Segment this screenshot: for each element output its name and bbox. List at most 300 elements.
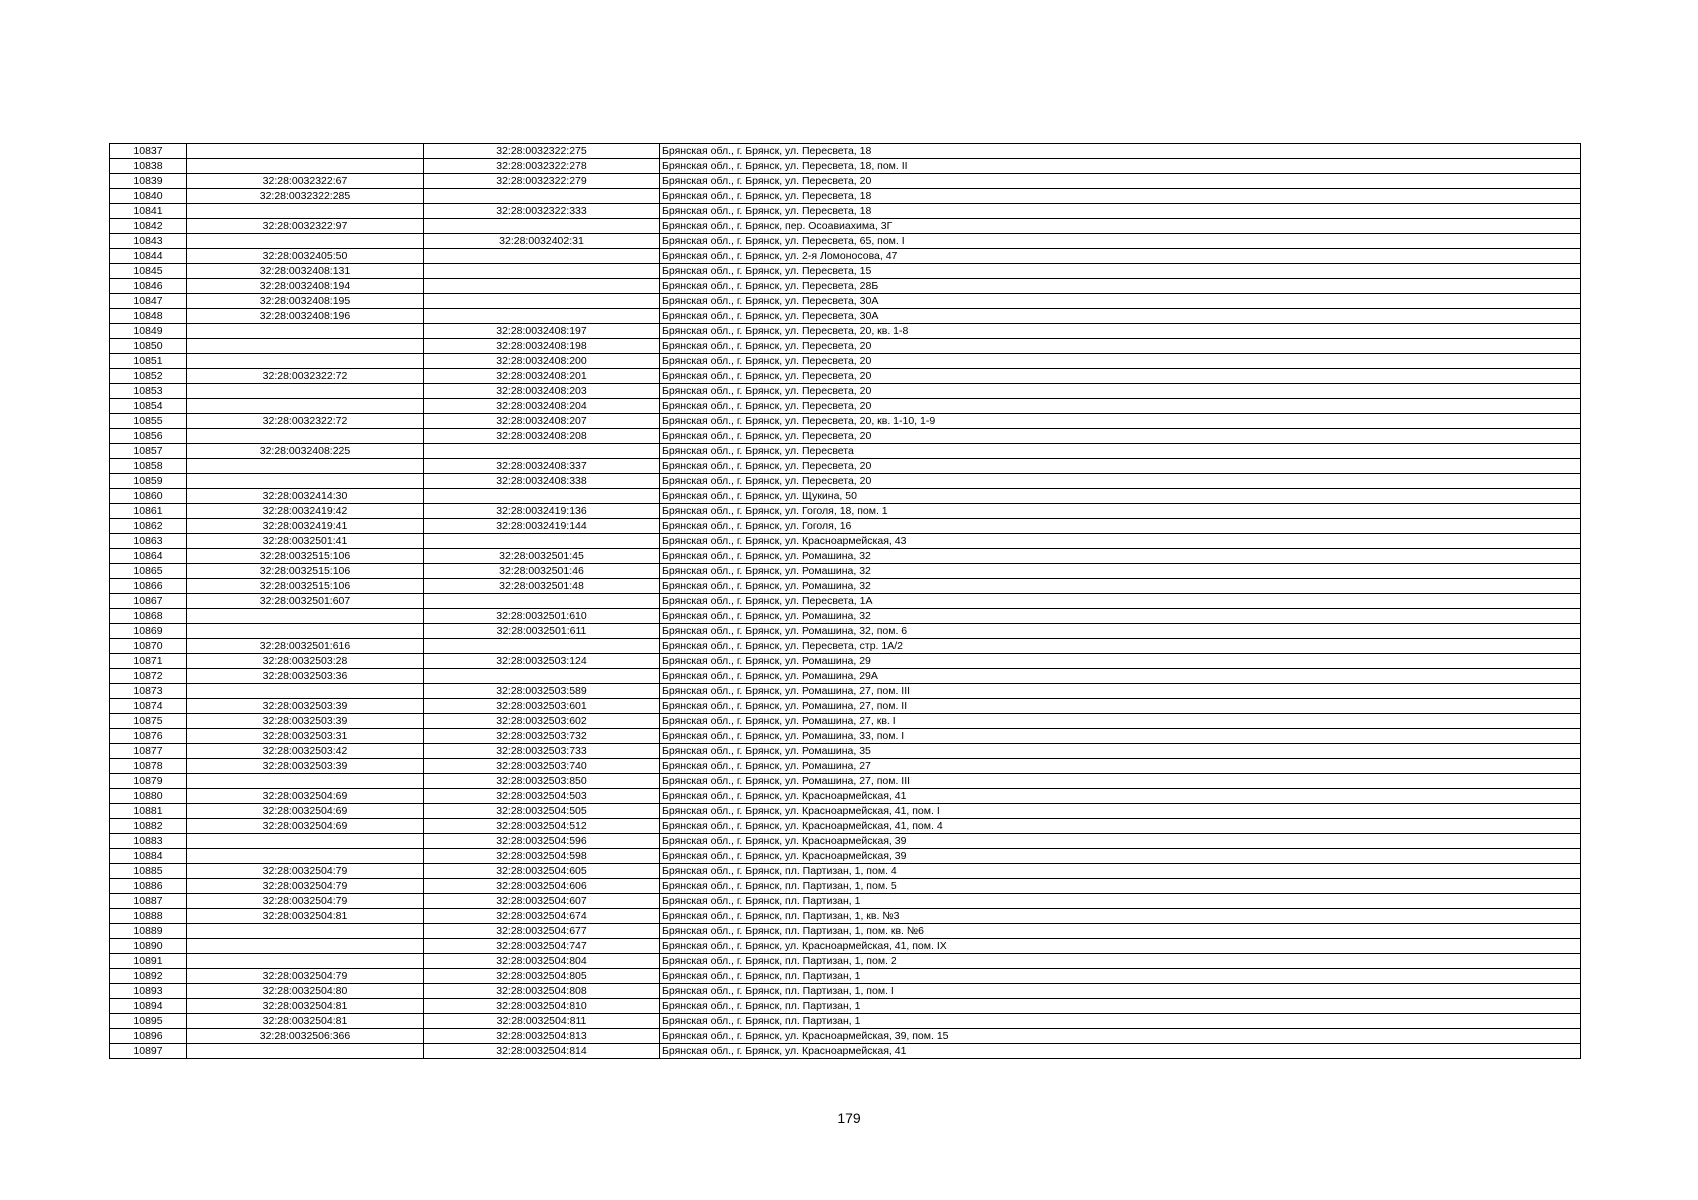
address-cell: Брянская обл., г. Брянск, ул. Пересвета, стр. 1А/2 xyxy=(660,639,1581,654)
object-cadastral-number-cell: 32:28:0032408:200 xyxy=(424,354,660,369)
land-cadastral-number-cell: 32:28:0032503:39 xyxy=(187,714,424,729)
row-number-cell: 10868 xyxy=(110,609,187,624)
row-number-cell: 10854 xyxy=(110,399,187,414)
object-cadastral-number-cell xyxy=(424,264,660,279)
land-cadastral-number-cell: 32:28:0032504:69 xyxy=(187,804,424,819)
table-row xyxy=(110,594,1581,609)
land-cadastral-number-cell xyxy=(187,459,424,474)
table-row xyxy=(110,609,1581,624)
land-cadastral-number-cell xyxy=(187,924,424,939)
object-cadastral-number-cell xyxy=(424,189,660,204)
object-cadastral-number-cell: 32:28:0032504:598 xyxy=(424,849,660,864)
row-number-cell: 10838 xyxy=(110,159,187,174)
row-number-cell: 10890 xyxy=(110,939,187,954)
land-cadastral-number-cell xyxy=(187,159,424,174)
row-number-cell: 10873 xyxy=(110,684,187,699)
object-cadastral-number-cell: 32:28:0032419:144 xyxy=(424,519,660,534)
table-row xyxy=(110,999,1581,1014)
address-cell: Брянская обл., г. Брянск, ул. Гоголя, 18, пом. 1 xyxy=(660,504,1581,519)
table-row xyxy=(110,549,1581,564)
land-cadastral-number-cell: 32:28:0032322:72 xyxy=(187,369,424,384)
object-cadastral-number-cell: 32:28:0032501:48 xyxy=(424,579,660,594)
table-row xyxy=(110,759,1581,774)
table-row xyxy=(110,159,1581,174)
object-cadastral-number-cell: 32:28:0032503:124 xyxy=(424,654,660,669)
object-cadastral-number-cell: 32:28:0032408:207 xyxy=(424,414,660,429)
table-row xyxy=(110,639,1581,654)
address-cell: Брянская обл., г. Брянск, пл. Партизан, 1, пом. 5 xyxy=(660,879,1581,894)
row-number-cell: 10862 xyxy=(110,519,187,534)
object-cadastral-number-cell xyxy=(424,639,660,654)
row-number-cell: 10879 xyxy=(110,774,187,789)
table-row xyxy=(110,399,1581,414)
object-cadastral-number-cell: 32:28:0032504:804 xyxy=(424,954,660,969)
table-row xyxy=(110,879,1581,894)
address-cell: Брянская обл., г. Брянск, пл. Партизан, 1, пом. 4 xyxy=(660,864,1581,879)
row-number-cell: 10864 xyxy=(110,549,187,564)
row-number-cell: 10850 xyxy=(110,339,187,354)
row-number-cell: 10857 xyxy=(110,444,187,459)
row-number-cell: 10895 xyxy=(110,1014,187,1029)
land-cadastral-number-cell: 32:28:0032515:106 xyxy=(187,579,424,594)
row-number-cell: 10851 xyxy=(110,354,187,369)
row-number-cell: 10847 xyxy=(110,294,187,309)
table-row xyxy=(110,384,1581,399)
table-row xyxy=(110,414,1581,429)
object-cadastral-number-cell: 32:28:0032408:338 xyxy=(424,474,660,489)
object-cadastral-number-cell xyxy=(424,489,660,504)
address-cell: Брянская обл., г. Брянск, ул. Пересвета, 20 xyxy=(660,459,1581,474)
row-number-cell: 10837 xyxy=(110,144,187,159)
address-cell: Брянская обл., г. Брянск, ул. Красноармейская, 41 xyxy=(660,789,1581,804)
object-cadastral-number-cell: 32:28:0032408:201 xyxy=(424,369,660,384)
address-cell: Брянская обл., г. Брянск, пл. Партизан, 1, пом. 2 xyxy=(660,954,1581,969)
row-number-cell: 10877 xyxy=(110,744,187,759)
object-cadastral-number-cell: 32:28:0032503:733 xyxy=(424,744,660,759)
object-cadastral-number-cell: 32:28:0032504:814 xyxy=(424,1044,660,1059)
row-number-cell: 10841 xyxy=(110,204,187,219)
address-cell: Брянская обл., г. Брянск, ул. Ромашина, 27, кв. I xyxy=(660,714,1581,729)
table-row xyxy=(110,654,1581,669)
address-cell: Брянская обл., г. Брянск, ул. Красноармейская, 43 xyxy=(660,534,1581,549)
land-cadastral-number-cell: 32:28:0032503:39 xyxy=(187,699,424,714)
land-cadastral-number-cell: 32:28:0032504:79 xyxy=(187,969,424,984)
land-cadastral-number-cell: 32:28:0032503:42 xyxy=(187,744,424,759)
land-cadastral-number-cell: 32:28:0032501:607 xyxy=(187,594,424,609)
object-cadastral-number-cell: 32:28:0032501:610 xyxy=(424,609,660,624)
row-number-cell: 10881 xyxy=(110,804,187,819)
table-row xyxy=(110,834,1581,849)
land-cadastral-number-cell xyxy=(187,684,424,699)
object-cadastral-number-cell: 32:28:0032419:136 xyxy=(424,504,660,519)
table-row xyxy=(110,429,1581,444)
land-cadastral-number-cell: 32:28:0032504:81 xyxy=(187,909,424,924)
land-cadastral-number-cell xyxy=(187,339,424,354)
land-cadastral-number-cell: 32:28:0032504:81 xyxy=(187,1014,424,1029)
table-row xyxy=(110,864,1581,879)
address-cell: Брянская обл., г. Брянск, ул. Ромашина, 32 xyxy=(660,579,1581,594)
land-cadastral-number-cell: 32:28:0032503:31 xyxy=(187,729,424,744)
object-cadastral-number-cell xyxy=(424,219,660,234)
table-row xyxy=(110,579,1581,594)
table-row xyxy=(110,849,1581,864)
table-row xyxy=(110,804,1581,819)
object-cadastral-number-cell: 32:28:0032504:811 xyxy=(424,1014,660,1029)
land-cadastral-number-cell xyxy=(187,474,424,489)
object-cadastral-number-cell: 32:28:0032503:589 xyxy=(424,684,660,699)
registry-table-body xyxy=(110,144,1581,1059)
object-cadastral-number-cell: 32:28:0032504:596 xyxy=(424,834,660,849)
address-cell: Брянская обл., г. Брянск, ул. Пересвета, 20 xyxy=(660,429,1581,444)
land-cadastral-number-cell: 32:28:0032501:616 xyxy=(187,639,424,654)
land-cadastral-number-cell: 32:28:0032408:225 xyxy=(187,444,424,459)
land-cadastral-number-cell: 32:28:0032504:69 xyxy=(187,789,424,804)
address-cell: Брянская обл., г. Брянск, ул. Красноармейская, 41, пом. 4 xyxy=(660,819,1581,834)
row-number-cell: 10869 xyxy=(110,624,187,639)
row-number-cell: 10887 xyxy=(110,894,187,909)
row-number-cell: 10859 xyxy=(110,474,187,489)
table-row xyxy=(110,699,1581,714)
address-cell: Брянская обл., г. Брянск, ул. Пересвета, 65, пом. I xyxy=(660,234,1581,249)
address-cell: Брянская обл., г. Брянск, ул. Пересвета, 30А xyxy=(660,294,1581,309)
table-row xyxy=(110,954,1581,969)
object-cadastral-number-cell: 32:28:0032408:198 xyxy=(424,339,660,354)
address-cell: Брянская обл., г. Брянск, пл. Партизан, 1 xyxy=(660,999,1581,1014)
land-cadastral-number-cell: 32:28:0032504:79 xyxy=(187,879,424,894)
row-number-cell: 10882 xyxy=(110,819,187,834)
address-cell: Брянская обл., г. Брянск, ул. Ромашина, 29 xyxy=(660,654,1581,669)
land-cadastral-number-cell: 32:28:0032515:106 xyxy=(187,564,424,579)
address-cell: Брянская обл., г. Брянск, пл. Партизан, 1, пом. I xyxy=(660,984,1581,999)
row-number-cell: 10894 xyxy=(110,999,187,1014)
address-cell: Брянская обл., г. Брянск, ул. Красноармейская, 41 xyxy=(660,1044,1581,1059)
address-cell: Брянская обл., г. Брянск, ул. Пересвета, 18, пом. II xyxy=(660,159,1581,174)
object-cadastral-number-cell xyxy=(424,594,660,609)
table-row xyxy=(110,909,1581,924)
row-number-cell: 10870 xyxy=(110,639,187,654)
address-cell: Брянская обл., г. Брянск, пл. Партизан, 1 xyxy=(660,1014,1581,1029)
row-number-cell: 10867 xyxy=(110,594,187,609)
object-cadastral-number-cell: 32:28:0032504:805 xyxy=(424,969,660,984)
land-cadastral-number-cell xyxy=(187,834,424,849)
land-cadastral-number-cell: 32:28:0032504:79 xyxy=(187,894,424,909)
land-cadastral-number-cell: 32:28:0032504:69 xyxy=(187,819,424,834)
address-cell: Брянская обл., г. Брянск, ул. Гоголя, 16 xyxy=(660,519,1581,534)
address-cell: Брянская обл., г. Брянск, ул. Красноармейская, 41, пом. IX xyxy=(660,939,1581,954)
table-row xyxy=(110,1029,1581,1044)
table-row xyxy=(110,729,1581,744)
table-row xyxy=(110,444,1581,459)
object-cadastral-number-cell xyxy=(424,669,660,684)
row-number-cell: 10880 xyxy=(110,789,187,804)
address-cell: Брянская обл., г. Брянск, ул. Ромашина, 27, пом. II xyxy=(660,699,1581,714)
address-cell: Брянская обл., г. Брянск, ул. Ромашина, 32 xyxy=(660,549,1581,564)
row-number-cell: 10865 xyxy=(110,564,187,579)
table-row xyxy=(110,969,1581,984)
row-number-cell: 10872 xyxy=(110,669,187,684)
table-row xyxy=(110,354,1581,369)
object-cadastral-number-cell: 32:28:0032503:602 xyxy=(424,714,660,729)
table-row xyxy=(110,744,1581,759)
object-cadastral-number-cell: 32:28:0032408:197 xyxy=(424,324,660,339)
address-cell: Брянская обл., г. Брянск, ул. Пересвета, 20, кв. 1-8 xyxy=(660,324,1581,339)
row-number-cell: 10840 xyxy=(110,189,187,204)
land-cadastral-number-cell: 32:28:0032414:30 xyxy=(187,489,424,504)
row-number-cell: 10842 xyxy=(110,219,187,234)
table-row xyxy=(110,174,1581,189)
object-cadastral-number-cell: 32:28:0032322:333 xyxy=(424,204,660,219)
land-cadastral-number-cell: 32:28:0032408:131 xyxy=(187,264,424,279)
address-cell: Брянская обл., г. Брянск, ул. Пересвета, 18 xyxy=(660,204,1581,219)
address-cell: Брянская обл., г. Брянск, ул. Пересвета, 30А xyxy=(660,309,1581,324)
row-number-cell: 10892 xyxy=(110,969,187,984)
row-number-cell: 10896 xyxy=(110,1029,187,1044)
object-cadastral-number-cell: 32:28:0032503:740 xyxy=(424,759,660,774)
address-cell: Брянская обл., г. Брянск, ул. Красноармейская, 39 xyxy=(660,834,1581,849)
table-row xyxy=(110,504,1581,519)
table-row xyxy=(110,789,1581,804)
row-number-cell: 10843 xyxy=(110,234,187,249)
land-cadastral-number-cell: 32:28:0032322:285 xyxy=(187,189,424,204)
row-number-cell: 10876 xyxy=(110,729,187,744)
row-number-cell: 10885 xyxy=(110,864,187,879)
address-cell: Брянская обл., г. Брянск, ул. Пересвета, 20 xyxy=(660,384,1581,399)
table-row xyxy=(110,1014,1581,1029)
address-cell: Брянская обл., г. Брянск, пл. Партизан, 1, кв. №3 xyxy=(660,909,1581,924)
table-row xyxy=(110,459,1581,474)
address-cell: Брянская обл., г. Брянск, ул. Ромашина, 27 xyxy=(660,759,1581,774)
object-cadastral-number-cell: 32:28:0032503:732 xyxy=(424,729,660,744)
land-cadastral-number-cell: 32:28:0032504:81 xyxy=(187,999,424,1014)
land-cadastral-number-cell xyxy=(187,384,424,399)
row-number-cell: 10846 xyxy=(110,279,187,294)
table-row xyxy=(110,474,1581,489)
row-number-cell: 10891 xyxy=(110,954,187,969)
land-cadastral-number-cell: 32:28:0032322:72 xyxy=(187,414,424,429)
registry-table xyxy=(109,143,1581,1059)
row-number-cell: 10848 xyxy=(110,309,187,324)
land-cadastral-number-cell xyxy=(187,399,424,414)
address-cell: Брянская обл., г. Брянск, ул. Красноармейская, 41, пом. I xyxy=(660,804,1581,819)
land-cadastral-number-cell: 32:28:0032503:36 xyxy=(187,669,424,684)
address-cell: Брянская обл., г. Брянск, ул. Пересвета, 20 xyxy=(660,369,1581,384)
object-cadastral-number-cell: 32:28:0032501:46 xyxy=(424,564,660,579)
address-cell: Брянская обл., г. Брянск, ул. Пересвета, 20 xyxy=(660,339,1581,354)
object-cadastral-number-cell: 32:28:0032408:208 xyxy=(424,429,660,444)
object-cadastral-number-cell: 32:28:0032504:677 xyxy=(424,924,660,939)
address-cell: Брянская обл., г. Брянск, ул. Пересвета, 20 xyxy=(660,354,1581,369)
land-cadastral-number-cell: 32:28:0032515:106 xyxy=(187,549,424,564)
table-row xyxy=(110,519,1581,534)
object-cadastral-number-cell: 32:28:0032504:606 xyxy=(424,879,660,894)
address-cell: Брянская обл., г. Брянск, ул. Ромашина, 29А xyxy=(660,669,1581,684)
row-number-cell: 10845 xyxy=(110,264,187,279)
object-cadastral-number-cell: 32:28:0032408:203 xyxy=(424,384,660,399)
address-cell: Брянская обл., г. Брянск, пл. Партизан, 1 xyxy=(660,894,1581,909)
land-cadastral-number-cell xyxy=(187,144,424,159)
address-cell: Брянская обл., г. Брянск, ул. Пересвета, 20 xyxy=(660,474,1581,489)
address-cell: Брянская обл., г. Брянск, ул. Красноармейская, 39 xyxy=(660,849,1581,864)
table-row xyxy=(110,144,1581,159)
land-cadastral-number-cell xyxy=(187,954,424,969)
land-cadastral-number-cell: 32:28:0032408:194 xyxy=(187,279,424,294)
table-row xyxy=(110,774,1581,789)
land-cadastral-number-cell xyxy=(187,609,424,624)
land-cadastral-number-cell: 32:28:0032503:39 xyxy=(187,759,424,774)
land-cadastral-number-cell: 32:28:0032322:97 xyxy=(187,219,424,234)
row-number-cell: 10888 xyxy=(110,909,187,924)
row-number-cell: 10871 xyxy=(110,654,187,669)
row-number-cell: 10884 xyxy=(110,849,187,864)
object-cadastral-number-cell: 32:28:0032504:674 xyxy=(424,909,660,924)
table-row xyxy=(110,939,1581,954)
address-cell: Брянская обл., г. Брянск, ул. Ромашина, 32 xyxy=(660,609,1581,624)
row-number-cell: 10852 xyxy=(110,369,187,384)
row-number-cell: 10874 xyxy=(110,699,187,714)
land-cadastral-number-cell: 32:28:0032501:41 xyxy=(187,534,424,549)
row-number-cell: 10853 xyxy=(110,384,187,399)
address-cell: Брянская обл., г. Брянск, ул. Ромашина, 32, пом. 6 xyxy=(660,624,1581,639)
land-cadastral-number-cell xyxy=(187,354,424,369)
object-cadastral-number-cell: 32:28:0032504:512 xyxy=(424,819,660,834)
object-cadastral-number-cell: 32:28:0032501:611 xyxy=(424,624,660,639)
object-cadastral-number-cell: 32:28:0032501:45 xyxy=(424,549,660,564)
land-cadastral-number-cell xyxy=(187,624,424,639)
land-cadastral-number-cell: 32:28:0032504:79 xyxy=(187,864,424,879)
table-row xyxy=(110,219,1581,234)
object-cadastral-number-cell: 32:28:0032504:813 xyxy=(424,1029,660,1044)
table-row xyxy=(110,369,1581,384)
row-number-cell: 10889 xyxy=(110,924,187,939)
object-cadastral-number-cell: 32:28:0032408:337 xyxy=(424,459,660,474)
address-cell: Брянская обл., г. Брянск, ул. Пересвета, 18 xyxy=(660,189,1581,204)
address-cell: Брянская обл., г. Брянск, ул. 2-я Ломоносова, 47 xyxy=(660,249,1581,264)
address-cell: Брянская обл., г. Брянск, ул. Пересвета, 18 xyxy=(660,144,1581,159)
land-cadastral-number-cell xyxy=(187,234,424,249)
table-row xyxy=(110,489,1581,504)
object-cadastral-number-cell xyxy=(424,444,660,459)
land-cadastral-number-cell: 32:28:0032408:195 xyxy=(187,294,424,309)
table-row xyxy=(110,264,1581,279)
table-row xyxy=(110,279,1581,294)
object-cadastral-number-cell: 32:28:0032322:279 xyxy=(424,174,660,189)
address-cell: Брянская обл., г. Брянск, ул. Ромашина, 32 xyxy=(660,564,1581,579)
land-cadastral-number-cell xyxy=(187,429,424,444)
row-number-cell: 10839 xyxy=(110,174,187,189)
address-cell: Брянская обл., г. Брянск, ул. Пересвета, 15 xyxy=(660,264,1581,279)
land-cadastral-number-cell: 32:28:0032419:41 xyxy=(187,519,424,534)
object-cadastral-number-cell: 32:28:0032322:275 xyxy=(424,144,660,159)
row-number-cell: 10886 xyxy=(110,879,187,894)
row-number-cell: 10893 xyxy=(110,984,187,999)
land-cadastral-number-cell: 32:28:0032504:80 xyxy=(187,984,424,999)
address-cell: Брянская обл., г. Брянск, ул. Пересвета xyxy=(660,444,1581,459)
address-cell: Брянская обл., г. Брянск, пл. Партизан, 1 xyxy=(660,969,1581,984)
address-cell: Брянская обл., г. Брянск, ул. Пересвета, 1А xyxy=(660,594,1581,609)
table-row xyxy=(110,684,1581,699)
address-cell: Брянская обл., г. Брянск, ул. Пересвета, 20 xyxy=(660,399,1581,414)
row-number-cell: 10858 xyxy=(110,459,187,474)
object-cadastral-number-cell xyxy=(424,534,660,549)
row-number-cell: 10849 xyxy=(110,324,187,339)
land-cadastral-number-cell xyxy=(187,324,424,339)
address-cell: Брянская обл., г. Брянск, ул. Ромашина, 27, пом. III xyxy=(660,684,1581,699)
table-row xyxy=(110,249,1581,264)
object-cadastral-number-cell xyxy=(424,279,660,294)
land-cadastral-number-cell xyxy=(187,849,424,864)
table-row xyxy=(110,309,1581,324)
address-cell: Брянская обл., г. Брянск, ул. Щукина, 50 xyxy=(660,489,1581,504)
object-cadastral-number-cell: 32:28:0032504:607 xyxy=(424,894,660,909)
table-row xyxy=(110,984,1581,999)
table-row xyxy=(110,234,1581,249)
address-cell: Брянская обл., г. Брянск, ул. Пересвета, 20 xyxy=(660,174,1581,189)
address-cell: Брянская обл., г. Брянск, ул. Пересвета, 20, кв. 1-10, 1-9 xyxy=(660,414,1581,429)
row-number-cell: 10855 xyxy=(110,414,187,429)
address-cell: Брянская обл., г. Брянск, ул. Красноармейская, 39, пом. 15 xyxy=(660,1029,1581,1044)
object-cadastral-number-cell: 32:28:0032504:505 xyxy=(424,804,660,819)
address-cell: Брянская обл., г. Брянск, пер. Осоавиахима, 3Г xyxy=(660,219,1581,234)
object-cadastral-number-cell: 32:28:0032504:747 xyxy=(424,939,660,954)
table-row xyxy=(110,819,1581,834)
object-cadastral-number-cell xyxy=(424,309,660,324)
row-number-cell: 10844 xyxy=(110,249,187,264)
address-cell: Брянская обл., г. Брянск, ул. Ромашина, 33, пом. I xyxy=(660,729,1581,744)
object-cadastral-number-cell: 32:28:0032504:810 xyxy=(424,999,660,1014)
row-number-cell: 10860 xyxy=(110,489,187,504)
land-cadastral-number-cell xyxy=(187,204,424,219)
table-row xyxy=(110,894,1581,909)
table-row xyxy=(110,189,1581,204)
object-cadastral-number-cell: 32:28:0032503:601 xyxy=(424,699,660,714)
address-cell: Брянская обл., г. Брянск, ул. Ромашина, 27, пом. III xyxy=(660,774,1581,789)
land-cadastral-number-cell: 32:28:0032405:50 xyxy=(187,249,424,264)
row-number-cell: 10878 xyxy=(110,759,187,774)
object-cadastral-number-cell: 32:28:0032504:808 xyxy=(424,984,660,999)
row-number-cell: 10866 xyxy=(110,579,187,594)
object-cadastral-number-cell: 32:28:0032402:31 xyxy=(424,234,660,249)
row-number-cell: 10875 xyxy=(110,714,187,729)
land-cadastral-number-cell: 32:28:0032419:42 xyxy=(187,504,424,519)
object-cadastral-number-cell: 32:28:0032503:850 xyxy=(424,774,660,789)
land-cadastral-number-cell: 32:28:0032408:196 xyxy=(187,309,424,324)
land-cadastral-number-cell xyxy=(187,939,424,954)
address-cell: Брянская обл., г. Брянск, ул. Ромашина, 35 xyxy=(660,744,1581,759)
row-number-cell: 10863 xyxy=(110,534,187,549)
table-row xyxy=(110,924,1581,939)
address-cell: Брянская обл., г. Брянск, ул. Пересвета, 28Б xyxy=(660,279,1581,294)
table-row xyxy=(110,339,1581,354)
table-row xyxy=(110,294,1581,309)
row-number-cell: 10897 xyxy=(110,1044,187,1059)
land-cadastral-number-cell: 32:28:0032503:28 xyxy=(187,654,424,669)
table-row xyxy=(110,324,1581,339)
object-cadastral-number-cell: 32:28:0032504:503 xyxy=(424,789,660,804)
object-cadastral-number-cell: 32:28:0032504:605 xyxy=(424,864,660,879)
table-row xyxy=(110,1044,1581,1059)
table-row xyxy=(110,534,1581,549)
land-cadastral-number-cell: 32:28:0032322:67 xyxy=(187,174,424,189)
table-row xyxy=(110,204,1581,219)
page-number: 179 xyxy=(837,1110,861,1126)
land-cadastral-number-cell: 32:28:0032506:366 xyxy=(187,1029,424,1044)
table-row xyxy=(110,564,1581,579)
object-cadastral-number-cell: 32:28:0032322:278 xyxy=(424,159,660,174)
land-cadastral-number-cell xyxy=(187,774,424,789)
table-row xyxy=(110,624,1581,639)
object-cadastral-number-cell xyxy=(424,249,660,264)
row-number-cell: 10856 xyxy=(110,429,187,444)
